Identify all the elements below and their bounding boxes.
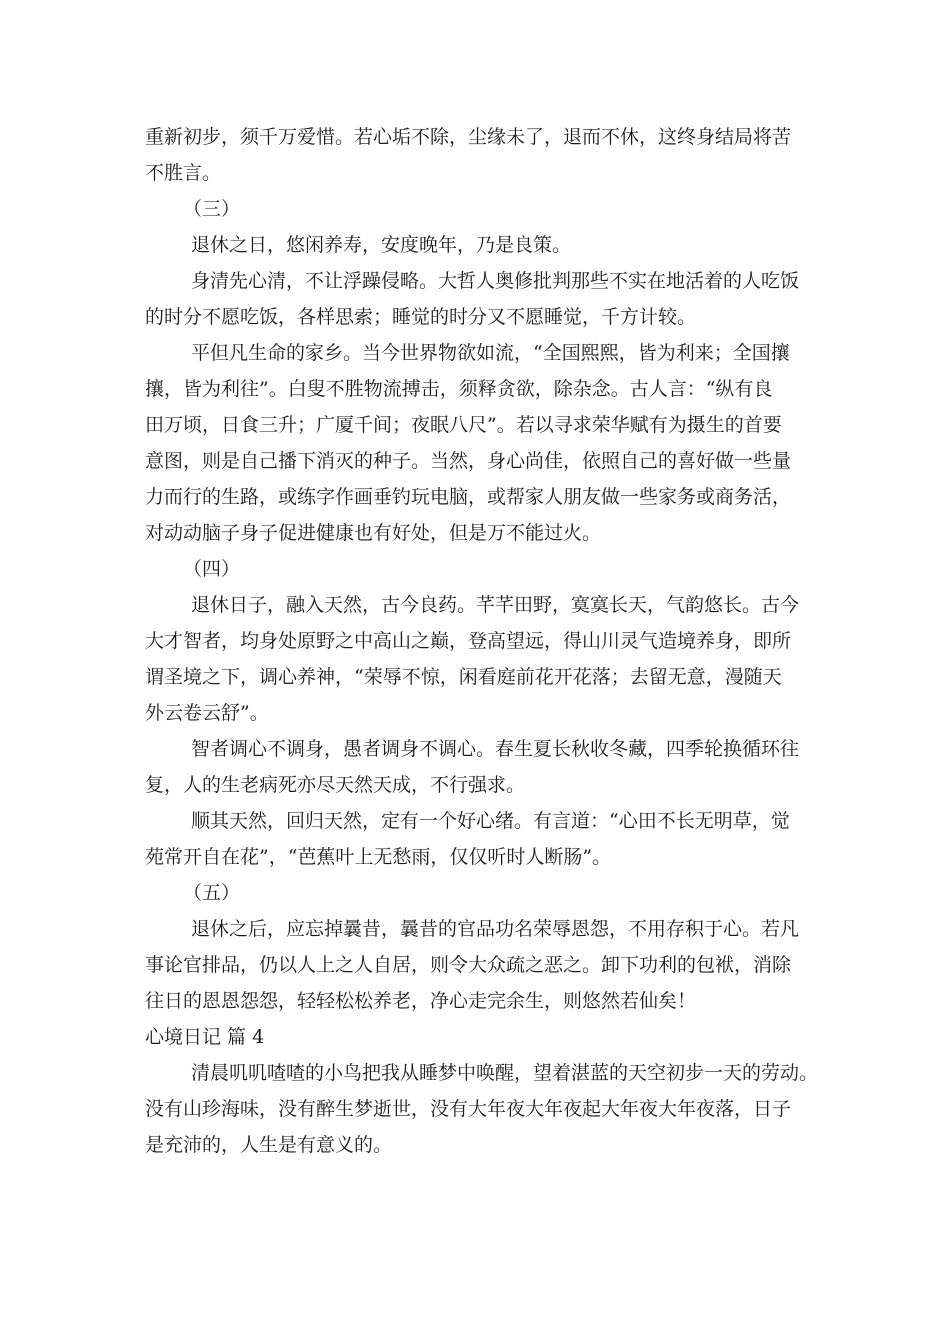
text-line: 是充沛的，人生是有意义的。: [145, 1134, 393, 1156]
text-line: 谓圣境之下，调心养神，“荣辱不惊，闲看庭前花开花落；去留无意，漫随天: [145, 666, 782, 688]
text-line: 清晨叽叽喳喳的小鸟把我从睡梦中唤醒，望着湛蓝的天空初步一天的劳动。: [191, 1062, 819, 1084]
text-line: 复，人的生老病死亦尽天然天成，不行强求。: [145, 774, 526, 796]
text-line: 退休日子，融入天然，古今良药。芊芊田野，寞寞长天，气韵悠长。古今: [191, 594, 800, 616]
text-line: 大才智者，均身处原野之中高山之巅，登高望远，得山川灵气造境养身，即所: [145, 630, 792, 652]
text-line: 对动动脑子身子促进健康也有好处，但是万不能过火。: [145, 522, 602, 544]
text-line: 顺其天然，回归天然，定有一个好心绪。有言道：“心田不长无明草，觉: [191, 810, 790, 832]
section-heading: （三）: [183, 198, 241, 220]
text-line: 没有山珍海味，没有醉生梦逝世，没有大年夜大年夜起大年夜大年夜落，日子: [145, 1098, 792, 1120]
section-heading: （五）: [183, 882, 241, 904]
article-title: 心境日记 篇 4: [145, 1026, 265, 1048]
text-line: 退休之日，悠闲养寿，安度晚年，乃是良策。: [191, 234, 572, 256]
text-line: 外云卷云舒”。: [145, 702, 269, 724]
section-heading: （四）: [183, 558, 241, 580]
text-line: 身清先心清，不让浮躁侵略。大哲人奥修批判那些不实在地活着的人吃饭: [191, 270, 800, 292]
text-line: 力而行的生路，或练字作画垂钓玩电脑，或帮家人朋友做一些家务或商务活，: [145, 486, 792, 508]
text-line: 智者调心不调身，愚者调身不调心。春生夏长秋收冬藏，四季轮换循环往: [191, 738, 800, 760]
text-line: 平但凡生命的家乡。当今世界物欲如流，“全国熙熙，皆为利来；全国攘: [191, 342, 790, 364]
text-line: 意图，则是自己播下消灭的种子。当然，身心尚佳，依照自己的喜好做一些量: [145, 450, 792, 472]
text-line: 往日的恩恩怨怨，轻轻松松养老，净心走完余生，则悠然若仙矣！: [145, 990, 697, 1012]
text-line: 退休之后，应忘掉曩昔，曩昔的官品功名荣辱恩怨，不用存积于心。若凡: [191, 918, 800, 940]
text-line: 攘，皆为利往”。白叟不胜物流搏击，须释贪欲，除杂念。古人言：“纵有良: [145, 378, 773, 400]
text-line: 事论官排品，仍以人上之人自居，则令大众疏之恶之。卸下功利的包袱，消除: [145, 954, 792, 976]
text-line: 的时分不愿吃饭，各样思索；睡觉的时分又不愿睡觉，千方计较。: [145, 306, 697, 328]
text-line: 不胜言。: [145, 162, 222, 184]
text-line: 田万顷，日食三升；广厦千间；夜眠八尺”。若以寻求荣华赋有为摄生的首要: [145, 414, 782, 436]
text-line: 重新初步，须千万爱惜。若心垢不除，尘缘未了，退而不休，这终身结局将苦: [145, 126, 792, 148]
text-line: 苑常开自在花”，“芭蕉叶上无愁雨，仅仅听时人断肠”。: [145, 846, 612, 868]
